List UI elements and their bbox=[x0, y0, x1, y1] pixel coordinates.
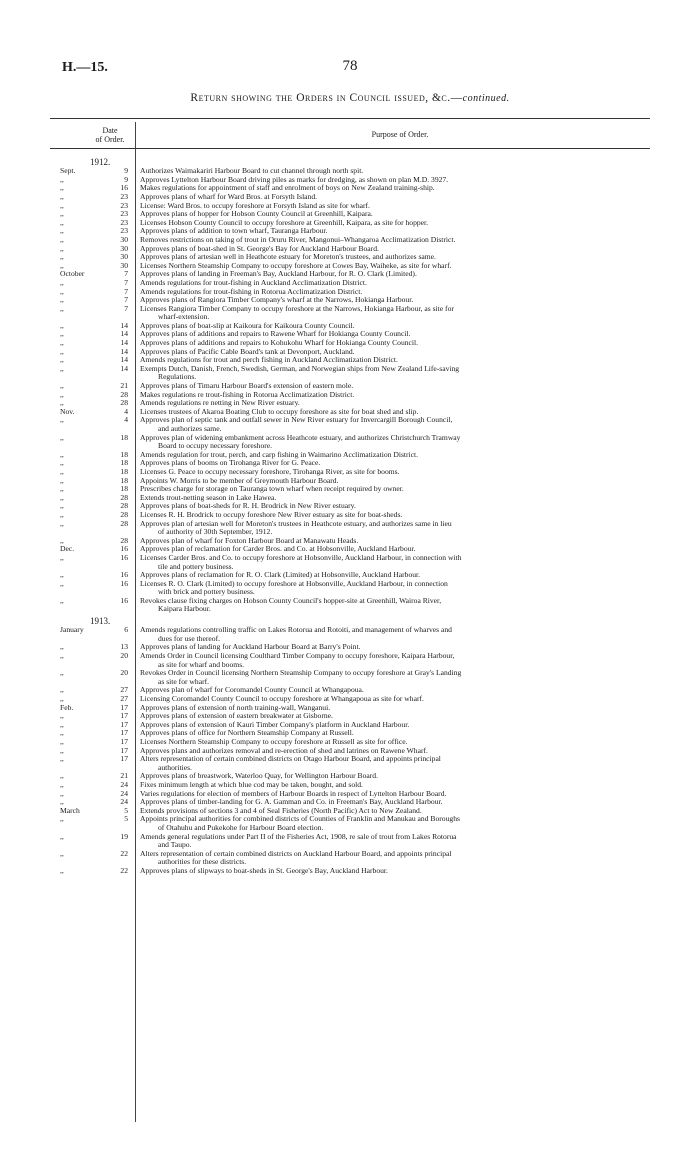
order-day: 14 bbox=[120, 329, 128, 339]
order-purpose-line: Amends Order in Council licensing Coulthard Timber Company to occupy foreshore, Kaipara Harbour, bbox=[140, 651, 455, 661]
order-purpose-line: dues for use thereof. bbox=[158, 633, 220, 643]
order-day: 9 bbox=[124, 166, 128, 176]
order-date bbox=[60, 554, 134, 571]
order-purpose-line: Approves plans of Timaru Harbour Board's extension of eastern mole. bbox=[140, 381, 354, 391]
order-month: ,, bbox=[60, 779, 64, 789]
order-month: ,, bbox=[60, 797, 64, 807]
order-month: ,, bbox=[60, 295, 64, 305]
order-purpose-line: Licenses G. Peace to occupy necessary foreshore, Tirohanga River, as site for booms. bbox=[140, 466, 400, 476]
order-month: March bbox=[60, 805, 80, 815]
order-month: ,, bbox=[60, 226, 64, 236]
order-purpose-line: Approves plan of widening embankment across Heathcote estuary, and authorizes Christchurch Tramway bbox=[140, 432, 461, 442]
table-row bbox=[60, 597, 650, 614]
table-row bbox=[60, 850, 650, 867]
order-purpose-line: Removes restrictions on taking of trout in Oruru River, Mangonui–Whangaroa Acclimatization District. bbox=[140, 234, 456, 244]
order-month: ,, bbox=[60, 449, 64, 459]
order-day: 23 bbox=[120, 226, 128, 236]
order-month: ,, bbox=[60, 578, 64, 588]
order-day: 4 bbox=[124, 406, 128, 416]
order-purpose-line: Fixes minimum length at which blue cod may be taken, bought, and sold. bbox=[140, 779, 363, 789]
order-purpose-line: Approves plans of boat-slip at Kaikoura for Kaikoura County Council. bbox=[140, 320, 355, 330]
order-day: 18 bbox=[120, 432, 128, 442]
page-number: 78 bbox=[342, 58, 358, 74]
page-reference: H.—15. bbox=[62, 60, 108, 75]
order-date bbox=[60, 755, 134, 772]
order-date bbox=[60, 626, 134, 643]
order-month: ,, bbox=[60, 217, 64, 227]
order-day: 22 bbox=[120, 865, 128, 875]
order-day: 30 bbox=[120, 234, 128, 244]
order-month: ,, bbox=[60, 754, 64, 764]
order-purpose-line: Approves plans of extension of north training-wall, Wanganui. bbox=[140, 702, 331, 712]
order-day: 14 bbox=[120, 338, 128, 348]
order-day: 9 bbox=[124, 174, 128, 184]
order-date bbox=[60, 288, 134, 297]
order-purpose-line: of Otahuhu and Pukekohe for Harbour Board election. bbox=[158, 822, 324, 832]
order-purpose-line: Amends regulations controlling traffic on Lakes Rotorua and Rotoiti, and management of wharves and bbox=[140, 625, 452, 635]
order-purpose-line: Approves plans of slipways to boat-sheds in St. George's Bay, Auckland Harbour. bbox=[140, 865, 388, 875]
order-date bbox=[60, 270, 134, 279]
order-day: 13 bbox=[120, 642, 128, 652]
order-month: ,, bbox=[60, 346, 64, 356]
order-purpose bbox=[134, 755, 650, 772]
order-day: 18 bbox=[120, 475, 128, 485]
order-purpose bbox=[134, 850, 650, 867]
order-purpose-line: Approves plans of addition to town wharf, Tauranga Harbour. bbox=[140, 226, 328, 236]
table-row bbox=[60, 434, 650, 451]
year-heading-1912: 1912. bbox=[90, 157, 111, 167]
order-date bbox=[60, 850, 134, 867]
order-month: ,, bbox=[60, 788, 64, 798]
order-date bbox=[60, 167, 134, 176]
order-purpose-line: Approves plans of wharf for Ward Bros. at Forsyth Island. bbox=[140, 191, 318, 201]
order-day: 16 bbox=[120, 595, 128, 605]
order-date bbox=[60, 580, 134, 597]
order-month: ,, bbox=[60, 771, 64, 781]
table-row bbox=[60, 669, 650, 686]
order-purpose-line: as site for wharf and booms. bbox=[158, 659, 245, 669]
order-purpose-line: Licenses R. O. Clark (Limited) to occupy foreshore at Hobsonville, Auckland Harbour, in connection bbox=[140, 578, 448, 588]
order-purpose-line: Amends regulations re netting in New River estuary. bbox=[140, 398, 300, 408]
order-month: ,, bbox=[60, 183, 64, 193]
order-day: 17 bbox=[120, 745, 128, 755]
order-date bbox=[60, 833, 134, 850]
order-purpose-line: Approves plans of office for Northern Steamship Company at Russell. bbox=[140, 728, 354, 738]
order-purpose-line: Approves plans of timber-landing for G. A. Gamman and Co. in Freeman's Bay, Auckland Harbour. bbox=[140, 797, 443, 807]
order-day: 17 bbox=[120, 754, 128, 764]
order-date bbox=[60, 652, 134, 669]
order-purpose bbox=[134, 626, 650, 643]
order-month: ,, bbox=[60, 458, 64, 468]
order-day: 19 bbox=[120, 831, 128, 841]
order-month: Dec. bbox=[60, 544, 75, 554]
order-month: ,, bbox=[60, 865, 64, 875]
order-date bbox=[60, 520, 134, 537]
order-day: 27 bbox=[120, 685, 128, 695]
column-header-purpose: Purpose of Order. bbox=[371, 130, 429, 139]
order-purpose-line: Licenses trustees of Akaroa Boating Club to occupy foreshore as site for boat shed and slip. bbox=[140, 406, 419, 416]
order-purpose-line: Approves Lyttelton Harbour Board driving piles as marks for dredging, as shown on plan M.D. 3927. bbox=[140, 174, 449, 184]
order-month: ,, bbox=[60, 814, 64, 824]
order-purpose-line: Extends trout-netting season in Lake Hawea. bbox=[140, 492, 277, 502]
order-month: Sept. bbox=[60, 166, 76, 176]
order-month: ,, bbox=[60, 745, 64, 755]
order-month: ,, bbox=[60, 484, 64, 494]
order-day: 28 bbox=[120, 492, 128, 502]
order-day: 14 bbox=[120, 355, 128, 365]
order-day: 24 bbox=[120, 788, 128, 798]
order-purpose bbox=[134, 833, 650, 850]
table-row bbox=[60, 305, 650, 322]
order-month: ,, bbox=[60, 209, 64, 219]
order-purpose-line: Approves plan of septic tank and outfall sewer in New River estuary for Invercargill Borough Council, bbox=[140, 415, 453, 425]
order-purpose-line: Approves plans of extension of eastern breakwater at Gisborne. bbox=[140, 711, 333, 721]
order-purpose bbox=[134, 520, 650, 537]
order-month: ,, bbox=[60, 243, 64, 253]
order-purpose-line: Approves plan of wharf for Foxton Harbour Board at Manawatu Heads. bbox=[140, 535, 359, 545]
title-main: Return showing the Orders in Council issued, &c.— bbox=[190, 92, 463, 104]
order-day: 7 bbox=[124, 286, 128, 296]
order-month: ,, bbox=[60, 329, 64, 339]
order-purpose-line: Approves plan of artesian well for Moreton's trustees in Heathcote estuary, and authorizes same in lieu bbox=[140, 518, 452, 528]
order-day: 28 bbox=[120, 501, 128, 511]
order-month: ,, bbox=[60, 535, 64, 545]
order-purpose-line: Licenses Northern Steamship Company to occupy foreshore at Russell as site for office. bbox=[140, 736, 408, 746]
order-day: 18 bbox=[120, 449, 128, 459]
order-purpose-line: Makes regulations re trout-fishing in Rotorua Acclimatization District. bbox=[140, 389, 355, 399]
order-day: 23 bbox=[120, 209, 128, 219]
order-purpose-line: Licenses Rangiora Timber Company to occupy foreshore at the Narrows, Hokianga Harbour, as site for bbox=[140, 303, 454, 313]
order-purpose-line: Approves plans of breastwork, Waterloo Quay, for Wellington Harbour Board. bbox=[140, 771, 378, 781]
order-day: 24 bbox=[120, 779, 128, 789]
order-month: ,, bbox=[60, 277, 64, 287]
table-row bbox=[60, 833, 650, 850]
order-day: 16 bbox=[120, 183, 128, 193]
order-purpose-line: Alters representation of certain combined districts on Auckland Harbour Board, and appoints principal bbox=[140, 848, 452, 858]
order-date bbox=[60, 669, 134, 686]
order-month: ,, bbox=[60, 552, 64, 562]
column-header-date-line1: Date bbox=[102, 126, 118, 135]
order-purpose-line: Revokes Order in Council licensing Northern Steamship Company to occupy foreshore at Gray's Landing bbox=[140, 668, 462, 678]
order-month: ,, bbox=[60, 355, 64, 365]
order-day: 28 bbox=[120, 509, 128, 519]
order-day: 16 bbox=[120, 570, 128, 580]
order-purpose bbox=[134, 597, 650, 614]
title-continued: continued. bbox=[462, 93, 510, 104]
order-purpose-line: Approves plans of reclamation for R. O. Clark (Limited) at Hobsonville, Auckland Harbour. bbox=[140, 570, 421, 580]
order-day: 7 bbox=[124, 269, 128, 279]
order-month: ,, bbox=[60, 432, 64, 442]
order-day: 7 bbox=[124, 295, 128, 305]
table-row bbox=[60, 580, 650, 597]
order-date bbox=[60, 279, 134, 288]
order-purpose bbox=[134, 365, 650, 382]
order-day: 6 bbox=[124, 625, 128, 635]
order-month: ,, bbox=[60, 728, 64, 738]
order-month: ,, bbox=[60, 260, 64, 270]
order-purpose-line: Revokes clause fixing charges on Hobson County Council's hopper-site at Greenhill, Wairoa River, bbox=[140, 595, 442, 605]
order-month: ,, bbox=[60, 286, 64, 296]
table-row bbox=[60, 626, 650, 643]
order-purpose-line: and Taupo. bbox=[158, 840, 192, 850]
order-purpose-line: Approves plans of landing for Auckland Harbour Board at Barry's Point. bbox=[140, 642, 361, 652]
order-month: January bbox=[60, 625, 84, 635]
order-purpose-line: with brick and pottery business. bbox=[158, 587, 255, 597]
order-purpose-line: Approves plans of additions and repairs to Kohukohu Wharf for Hokianga County Council. bbox=[140, 338, 419, 348]
order-day: 5 bbox=[124, 805, 128, 815]
order-date bbox=[60, 434, 134, 451]
order-month: ,, bbox=[60, 570, 64, 580]
order-month: ,, bbox=[60, 475, 64, 485]
header-rule-bottom bbox=[50, 148, 650, 149]
order-day: 21 bbox=[120, 771, 128, 781]
order-date bbox=[60, 305, 134, 322]
order-month: Feb. bbox=[60, 702, 74, 712]
order-month: ,, bbox=[60, 320, 64, 330]
order-day: 17 bbox=[120, 728, 128, 738]
order-day: 4 bbox=[124, 415, 128, 425]
order-purpose-line: Amends regulations for trout-fishing in Auckland Acclimatization District. bbox=[140, 277, 367, 287]
order-purpose-line: Approves plans of extension of Kauri Timber Company's platform in Auckland Harbour. bbox=[140, 719, 410, 729]
order-day: 20 bbox=[120, 651, 128, 661]
order-month: ,, bbox=[60, 252, 64, 262]
order-purpose-line: Approves plans of boat-sheds for R. H. Brodrick in New River estuary. bbox=[140, 501, 356, 511]
order-day: 7 bbox=[124, 303, 128, 313]
order-day: 7 bbox=[124, 277, 128, 287]
order-purpose bbox=[134, 669, 650, 686]
order-month: ,, bbox=[60, 398, 64, 408]
year-heading-1913: 1913. bbox=[90, 616, 111, 627]
order-purpose-line: Approves plans and authorizes removal and re-erection of shed and latrines on Rawene Wharf. bbox=[140, 745, 428, 755]
order-day: 22 bbox=[120, 848, 128, 858]
order-day: 24 bbox=[120, 797, 128, 807]
order-day: 14 bbox=[120, 320, 128, 330]
column-header-date bbox=[70, 126, 150, 144]
table-row bbox=[60, 416, 650, 433]
order-date bbox=[60, 408, 134, 417]
order-purpose-line: Kaipara Harbour. bbox=[158, 604, 211, 614]
order-month: ,, bbox=[60, 381, 64, 391]
order-month: ,, bbox=[60, 200, 64, 210]
order-purpose-line: Approves plan of wharf for Coromandel County Council at Whangapoua. bbox=[140, 685, 364, 695]
order-purpose-line: Approves plan of reclamation for Carder Bros. and Co. at Hobsonville, Auckland Harbour. bbox=[140, 544, 416, 554]
order-purpose-line: and authorizes same. bbox=[158, 424, 222, 433]
order-purpose-line: wharf-extension. bbox=[158, 312, 210, 322]
order-purpose-line: Approves plans of booms on Tirohanga River for G. Peace. bbox=[140, 458, 321, 468]
order-day: 28 bbox=[120, 398, 128, 408]
order-purpose-line: of authority of 30th September, 1912. bbox=[158, 527, 273, 537]
order-month: ,, bbox=[60, 234, 64, 244]
order-month: ,, bbox=[60, 191, 64, 201]
order-purpose bbox=[134, 305, 650, 322]
table-row bbox=[60, 815, 650, 832]
order-purpose-line: Authorizes Waimakariri Harbour Board to cut channel through north spit. bbox=[140, 166, 364, 176]
order-date bbox=[60, 807, 134, 816]
order-day: 28 bbox=[120, 535, 128, 545]
order-purpose bbox=[134, 580, 650, 597]
order-month: ,, bbox=[60, 303, 64, 313]
order-day: 23 bbox=[120, 200, 128, 210]
order-purpose-line: Amends regulations for trout and perch fishing in Auckland Acclimatization District. bbox=[140, 355, 398, 365]
order-purpose-line: Approves plans of landing in Freeman's Bay, Auckland Harbour, for R. O. Clark (Limited). bbox=[140, 269, 417, 279]
order-day: 17 bbox=[120, 711, 128, 721]
order-purpose-line: Licenses R. H. Brodrick to occupy foreshore New River estuary as site for boat-sheds. bbox=[140, 509, 403, 519]
order-date bbox=[60, 815, 134, 832]
order-purpose-line: License: Ward Bros. to occupy foreshore at Forsyth Island as site for wharf. bbox=[140, 200, 370, 210]
order-day: 23 bbox=[120, 191, 128, 201]
order-month: ,, bbox=[60, 694, 64, 703]
order-purpose-line: Licenses Hobson County Council to occupy foreshore at Greenhill, Kaipara, as site for hopper. bbox=[140, 217, 429, 227]
orders-table bbox=[60, 158, 650, 875]
order-purpose-line: Approves plans of Rangiora Timber Company's wharf at the Narrows, Hokianga Harbour. bbox=[140, 295, 414, 305]
orders-1913 bbox=[60, 626, 650, 875]
order-month: ,, bbox=[60, 642, 64, 652]
order-purpose-line: authorities for these districts. bbox=[158, 857, 247, 867]
order-month: ,, bbox=[60, 501, 64, 511]
order-day: 18 bbox=[120, 484, 128, 494]
order-date bbox=[60, 597, 134, 614]
table-row bbox=[60, 520, 650, 537]
order-month: ,, bbox=[60, 831, 64, 841]
order-date bbox=[60, 365, 134, 382]
order-month: ,, bbox=[60, 685, 64, 695]
order-purpose-line: authorities. bbox=[158, 762, 192, 772]
order-purpose-line: Approves plans of additions and repairs to Rawene Wharf for Hokianga County Council. bbox=[140, 329, 411, 339]
order-purpose-line: tile and pottery business. bbox=[158, 561, 234, 571]
column-header-date-line2: of Order. bbox=[95, 135, 125, 144]
order-day: 28 bbox=[120, 389, 128, 399]
order-purpose-line: Approves plans of hopper for Hobson County Council at Greenhill, Kaipara. bbox=[140, 209, 373, 219]
order-purpose bbox=[134, 434, 650, 451]
page-title bbox=[0, 92, 700, 104]
order-day: 5 bbox=[124, 814, 128, 824]
order-purpose-line: Appoints W. Morris to be member of Greymouth Harbour Board. bbox=[140, 475, 339, 485]
order-purpose-line: Makes regulations for appointment of staff and enrolment of boys on New Zealand training-ship. bbox=[140, 183, 435, 193]
order-day: 28 bbox=[120, 518, 128, 528]
order-purpose-line: Prescribes charge for storage on Tauranga town wharf when receipt required by owner. bbox=[140, 484, 404, 494]
order-purpose-line: Appoints principal authorities for combined districts of Counties of Franklin and Manukau and Boroughs bbox=[140, 814, 460, 824]
header-rule-top bbox=[50, 118, 650, 119]
order-purpose-line: Extends provisions of sections 3 and 4 of Seal Fisheries (North Pacific) Act to New Zealand. bbox=[140, 805, 422, 815]
order-day: 17 bbox=[120, 702, 128, 712]
order-purpose-line: Amends general regulations under Part II of the Fisheries Act, 1908, re sale of trout from Lakes Rotorua bbox=[140, 831, 457, 841]
order-month: ,, bbox=[60, 711, 64, 721]
order-purpose bbox=[134, 554, 650, 571]
order-purpose-line: Approves plans of artesian well in Heathcote estuary for Moreton's trustees, and authorizes same. bbox=[140, 252, 436, 262]
order-day: 30 bbox=[120, 252, 128, 262]
order-purpose-line: as site for wharf. bbox=[158, 676, 210, 686]
order-day: 23 bbox=[120, 217, 128, 227]
order-month: ,, bbox=[60, 719, 64, 729]
table-row bbox=[60, 554, 650, 571]
order-date bbox=[60, 867, 134, 876]
order-purpose-line: Regulations. bbox=[158, 372, 197, 382]
order-day: 17 bbox=[120, 719, 128, 729]
order-month: Nov. bbox=[60, 406, 75, 416]
order-month: ,, bbox=[60, 466, 64, 476]
order-month: ,, bbox=[60, 363, 64, 373]
order-month: ,, bbox=[60, 174, 64, 184]
order-purpose-line: Licenses Carder Bros. and Co. to occupy foreshore at Hobsonville, Auckland Harbour, in connection with bbox=[140, 552, 462, 562]
orders-1912 bbox=[60, 167, 650, 614]
order-purpose bbox=[134, 416, 650, 433]
order-purpose-line: Amends regulation for trout, perch, and carp fishing in Waimarino Acclimatization District. bbox=[140, 449, 419, 459]
order-month: ,, bbox=[60, 518, 64, 528]
table-row bbox=[60, 867, 650, 876]
order-purpose-line: Varies regulations for election of members of Harbour Boards in respect of Lyttelton Harbour Board. bbox=[140, 788, 447, 798]
order-month: ,, bbox=[60, 651, 64, 661]
order-month: ,, bbox=[60, 595, 64, 605]
order-day: 18 bbox=[120, 458, 128, 468]
order-month: October bbox=[60, 269, 85, 279]
order-day: 30 bbox=[120, 243, 128, 253]
order-purpose-line: Exempts Dutch, Danish, French, Swedish, German, and Norwegian ships from New Zealand Life-saving bbox=[140, 363, 460, 373]
order-day: 16 bbox=[120, 544, 128, 554]
order-month: ,, bbox=[60, 415, 64, 425]
order-purpose bbox=[134, 815, 650, 832]
order-day: 16 bbox=[120, 578, 128, 588]
order-purpose-line: Approves plans of Pacific Cable Board's tank at Devonport, Auckland. bbox=[140, 346, 355, 356]
order-month: ,, bbox=[60, 338, 64, 348]
order-day: 14 bbox=[120, 346, 128, 356]
order-purpose bbox=[134, 867, 650, 876]
order-purpose-line: Approves plans of boat-shed in St. George's Bay for Auckland Harbour Board. bbox=[140, 243, 379, 253]
order-purpose-line: Alters representation of certain combined districts on Otago Harbour Board, and appoints principal bbox=[140, 754, 441, 764]
order-month: ,, bbox=[60, 736, 64, 746]
order-purpose-line: Licenses Northern Steamship Company to occupy foreshore at Cowes Bay, Waiheke, as site for wharf. bbox=[140, 260, 452, 270]
order-month: ,, bbox=[60, 668, 64, 678]
order-month: ,, bbox=[60, 492, 64, 502]
order-day: 20 bbox=[120, 668, 128, 678]
order-month: ,, bbox=[60, 509, 64, 519]
order-purpose-line: Licensing Coromandel County Council to occupy foreshore at Whangapoua as site for wharf. bbox=[140, 694, 424, 703]
order-day: 14 bbox=[120, 363, 128, 373]
order-day: 27 bbox=[120, 694, 128, 703]
table-row bbox=[60, 365, 650, 382]
order-month: ,, bbox=[60, 389, 64, 399]
order-day: 16 bbox=[120, 552, 128, 562]
table-row bbox=[60, 652, 650, 669]
order-month: ,, bbox=[60, 848, 64, 858]
order-day: 17 bbox=[120, 736, 128, 746]
order-day: 30 bbox=[120, 260, 128, 270]
order-purpose bbox=[134, 652, 650, 669]
table-row bbox=[60, 755, 650, 772]
order-day: 18 bbox=[120, 466, 128, 476]
order-purpose-line: Amends regulations for trout-fishing in Rotorua Acclimatization District. bbox=[140, 286, 363, 296]
order-day: 21 bbox=[120, 381, 128, 391]
order-date bbox=[60, 416, 134, 433]
order-date bbox=[60, 296, 134, 305]
order-purpose-line: Board to occupy necessary foreshore. bbox=[158, 441, 273, 451]
